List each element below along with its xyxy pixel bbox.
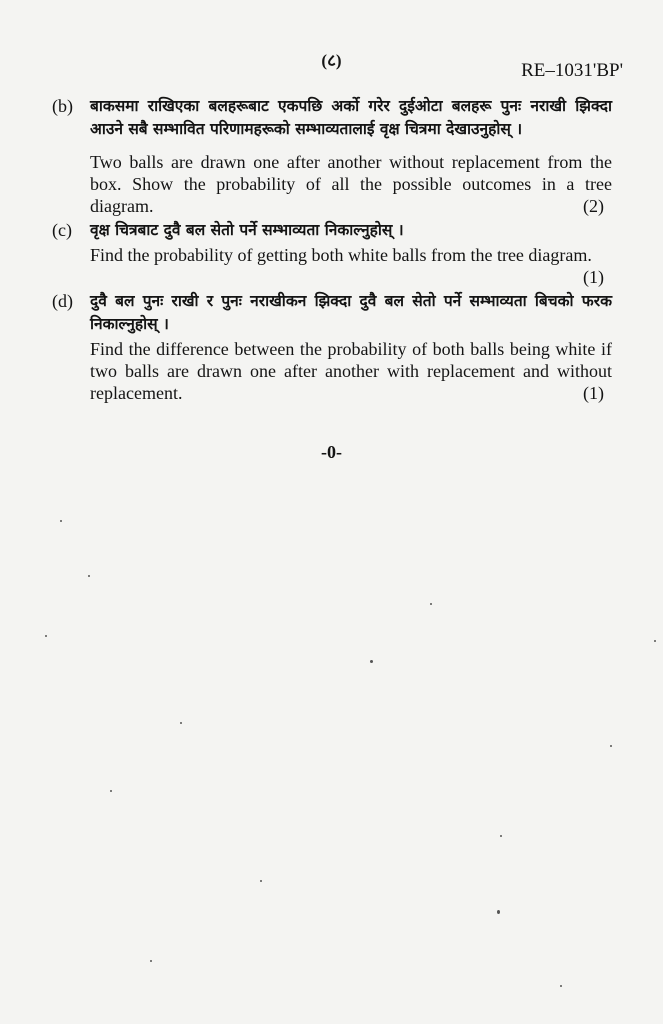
scan-speckle [150,960,152,962]
scan-speckle [110,790,112,792]
question-list [52,95,612,404]
question-text-english [90,244,612,287]
question-body [90,95,612,217]
question-letter: (c) [52,220,72,240]
question-b [52,95,612,217]
scan-speckle [560,985,562,987]
question-letter: (d) [52,291,73,311]
question-body [90,290,612,404]
question-marks: (1) [583,383,604,403]
question-text-nepali: वृक्ष चित्रबाट दुवै बल सेतो पर्ने सम्भाव्यता निकाल्नुहोस् । [90,221,404,239]
scan-speckle [45,635,47,637]
question-text-english [90,151,612,217]
scan-speckle [430,603,432,605]
end-of-paper-mark: -0- [321,442,342,462]
question-marks: (1) [583,267,604,287]
page-number: (८) [321,51,342,70]
question-letter: (b) [52,96,73,116]
question-text-nepali: बाकसमा राखिएका बलहरूबाट एकपछि अर्को गरेर दुईओटा बलहरू पुनः नराखी झिक्दा आउने सबै सम्भावित परिणामहरूको सम्भाव्यतालाई वृक्ष चित्रमा देखाउनुहोस् । [90,97,612,138]
scan-speckle [500,835,502,837]
scan-speckle [260,880,262,882]
scan-speckle [497,910,500,914]
scan-speckle [654,640,656,642]
question-text-nepali: दुवै बल पुनः राखी र पुनः नराखीकन झिक्दा दुवै बल सेतो पर्ने सम्भाव्यता बिचको फरक निकाल्नुहोस् । [90,292,612,333]
question-english-text: Find the probability of getting both white balls from the tree diagram. [90,245,592,265]
question-d [52,290,612,404]
scan-speckle [610,745,612,747]
scan-speckle [88,575,90,577]
question-body [90,219,612,288]
question-c [52,219,612,288]
question-english-text: Two balls are drawn one after another without replacement from the box. Show the probability of all the possible outcomes in a tree diagram. [90,152,612,216]
question-marks: (2) [583,196,604,216]
question-text-english [90,338,612,404]
scan-speckle [60,520,62,522]
scan-speckle [180,722,182,724]
question-paper-code: RE–1031'BP' [521,60,623,81]
scan-speckle [370,660,373,663]
question-english-text: Find the difference between the probability of both balls being white if two balls are drawn one after another with replacement and without replacement. [90,339,612,403]
